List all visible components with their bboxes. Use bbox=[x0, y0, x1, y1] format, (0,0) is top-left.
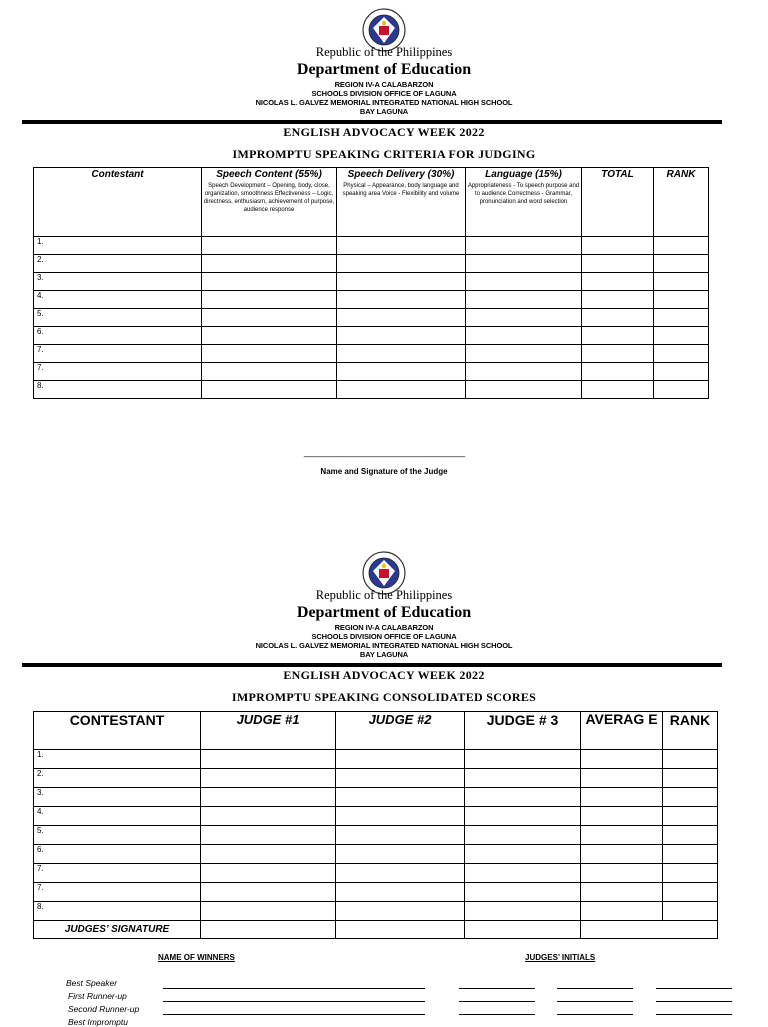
delivery-cell[interactable] bbox=[337, 237, 466, 255]
col-language-desc: Appropriateness - To speech purpose and to audience Correctness - Grammar, pronunciation and word selection bbox=[467, 183, 580, 205]
rank-cell[interactable] bbox=[663, 750, 718, 769]
col-judge-2: JUDGE #2 bbox=[336, 712, 465, 750]
judge2-cell[interactable] bbox=[336, 750, 465, 769]
delivery-cell[interactable] bbox=[337, 291, 466, 309]
col-total: TOTAL bbox=[582, 168, 654, 237]
average-cell[interactable] bbox=[581, 883, 663, 902]
row-number: 6. bbox=[34, 845, 201, 864]
content-cell[interactable] bbox=[202, 291, 337, 309]
row-number: 7. bbox=[34, 345, 202, 363]
col-language bbox=[466, 168, 582, 237]
table-row bbox=[34, 826, 718, 845]
best-speaker-label: Best Speaker bbox=[66, 978, 118, 988]
col-speech-delivery-desc: Physical – Appearance, body language and speaking area Voice - Flexibility and volume bbox=[342, 183, 460, 197]
delivery-cell[interactable] bbox=[337, 273, 466, 291]
table-row bbox=[34, 327, 709, 345]
judge3-signature-cell[interactable] bbox=[465, 921, 581, 939]
average-cell[interactable] bbox=[581, 750, 663, 769]
table-row bbox=[34, 273, 709, 291]
criteria-title: IMPROMPTU SPEAKING CRITERIA FOR JUDGING bbox=[232, 147, 536, 161]
republic-text: Republic of the Philippines bbox=[315, 45, 453, 59]
average-cell[interactable] bbox=[581, 807, 663, 826]
content-cell[interactable] bbox=[202, 381, 337, 399]
judge1-cell[interactable] bbox=[201, 769, 336, 788]
average-cell[interactable] bbox=[581, 845, 663, 864]
second-runner-up-label: Second Runner-up bbox=[68, 1004, 140, 1014]
town-text: BAY LAGUNA bbox=[359, 650, 409, 659]
judge1-cell[interactable] bbox=[201, 902, 336, 921]
judge2-cell[interactable] bbox=[336, 864, 465, 883]
judge3-cell[interactable] bbox=[465, 864, 581, 883]
judge2-signature-cell[interactable] bbox=[336, 921, 465, 939]
row-number: 2. bbox=[34, 769, 201, 788]
republic-text: Republic of the Philippines bbox=[315, 588, 453, 602]
rank-cell[interactable] bbox=[654, 255, 709, 273]
initials-line[interactable] bbox=[656, 988, 732, 989]
col-judge-3: JUDGE # 3 bbox=[465, 712, 581, 750]
table-row bbox=[34, 845, 718, 864]
name-of-winners-header: NAME OF WINNERS bbox=[158, 953, 235, 962]
judge3-cell[interactable] bbox=[465, 750, 581, 769]
consolidated-title: IMPROMPTU SPEAKING CONSOLIDATED SCORES bbox=[231, 690, 537, 704]
col-speech-content bbox=[202, 168, 337, 237]
best-impromptu-label: Best Impromptu bbox=[68, 1017, 128, 1027]
total-cell[interactable] bbox=[582, 309, 654, 327]
table-row bbox=[34, 345, 709, 363]
header-divider bbox=[22, 120, 722, 124]
language-cell[interactable] bbox=[466, 291, 582, 309]
rank-cell[interactable] bbox=[654, 327, 709, 345]
first-runner-up-label: First Runner-up bbox=[68, 991, 127, 1001]
rank-cell[interactable] bbox=[663, 807, 718, 826]
table-row bbox=[34, 883, 718, 902]
row-number: 8. bbox=[34, 902, 201, 921]
table-row bbox=[34, 864, 718, 883]
language-cell[interactable] bbox=[466, 309, 582, 327]
content-cell[interactable] bbox=[202, 363, 337, 381]
header-divider bbox=[22, 663, 722, 667]
judge3-cell[interactable] bbox=[465, 769, 581, 788]
event-title: ENGLISH ADVOCACY WEEK 2022 bbox=[283, 668, 485, 682]
language-cell[interactable] bbox=[466, 363, 582, 381]
rank-cell[interactable] bbox=[663, 788, 718, 807]
winner-name-line[interactable] bbox=[163, 1014, 425, 1015]
row-number: 4. bbox=[34, 807, 201, 826]
table-row bbox=[34, 291, 709, 309]
table-row bbox=[34, 381, 709, 399]
judge2-cell[interactable] bbox=[336, 883, 465, 902]
content-cell[interactable] bbox=[202, 345, 337, 363]
average-cell[interactable] bbox=[581, 826, 663, 845]
rank-cell[interactable] bbox=[654, 381, 709, 399]
judge2-cell[interactable] bbox=[336, 769, 465, 788]
school-text: NICOLAS L. GALVEZ MEMORIAL INTEGRATED NATIONAL HIGH SCHOOL bbox=[255, 641, 513, 650]
row-number: 5. bbox=[34, 826, 201, 845]
delivery-cell[interactable] bbox=[337, 345, 466, 363]
judge2-cell[interactable] bbox=[336, 826, 465, 845]
row-number: 1. bbox=[34, 750, 201, 769]
row-number: 4. bbox=[34, 291, 202, 309]
division-text: SCHOOLS DIVISION OFFICE OF LAGUNA bbox=[311, 89, 457, 98]
rank-cell[interactable] bbox=[654, 345, 709, 363]
total-cell[interactable] bbox=[582, 345, 654, 363]
content-cell[interactable] bbox=[202, 309, 337, 327]
col-speech-delivery bbox=[337, 168, 466, 237]
initials-line[interactable] bbox=[557, 1014, 633, 1015]
language-cell[interactable] bbox=[466, 327, 582, 345]
col-speech-delivery-label: Speech Delivery (30%) bbox=[347, 169, 455, 180]
judges-signature-label: JUDGES’ SIGNATURE bbox=[34, 921, 201, 939]
department-title: Department of Education bbox=[296, 61, 472, 78]
col-contestant: Contestant bbox=[34, 168, 202, 237]
initials-line[interactable] bbox=[459, 988, 535, 989]
rank-cell[interactable] bbox=[654, 363, 709, 381]
department-title: Department of Education bbox=[296, 604, 472, 621]
judge2-cell[interactable] bbox=[336, 845, 465, 864]
rank-cell[interactable] bbox=[663, 883, 718, 902]
judge-signature-label: Name and Signature of the Judge bbox=[320, 467, 448, 476]
row-number: 2. bbox=[34, 255, 202, 273]
judge1-cell[interactable] bbox=[201, 807, 336, 826]
total-cell[interactable] bbox=[582, 363, 654, 381]
rank-cell[interactable] bbox=[663, 826, 718, 845]
language-cell[interactable] bbox=[466, 345, 582, 363]
initials-line[interactable] bbox=[557, 1001, 633, 1002]
judge1-signature-cell[interactable] bbox=[201, 921, 336, 939]
table-row bbox=[34, 309, 709, 327]
table-row bbox=[34, 902, 718, 921]
row-number: 6. bbox=[34, 327, 202, 345]
average-cell[interactable] bbox=[581, 788, 663, 807]
col-average: AVERAG E bbox=[581, 712, 663, 750]
judge1-cell[interactable] bbox=[201, 826, 336, 845]
judges-signature-row bbox=[34, 921, 718, 939]
table-row bbox=[34, 769, 718, 788]
average-cell[interactable] bbox=[581, 864, 663, 883]
row-number: 7. bbox=[34, 363, 202, 381]
total-cell[interactable] bbox=[582, 237, 654, 255]
division-text: SCHOOLS DIVISION OFFICE OF LAGUNA bbox=[311, 632, 457, 641]
content-cell[interactable] bbox=[202, 255, 337, 273]
signature-blank-cell bbox=[581, 921, 718, 939]
judge1-cell[interactable] bbox=[201, 864, 336, 883]
rank-cell[interactable] bbox=[663, 902, 718, 921]
delivery-cell[interactable] bbox=[337, 327, 466, 345]
delivery-cell[interactable] bbox=[337, 309, 466, 327]
row-number: 8. bbox=[34, 381, 202, 399]
total-cell[interactable] bbox=[582, 273, 654, 291]
rank-cell[interactable] bbox=[654, 309, 709, 327]
rank-cell[interactable] bbox=[663, 845, 718, 864]
rank-cell[interactable] bbox=[654, 291, 709, 309]
delivery-cell[interactable] bbox=[337, 255, 466, 273]
judge3-cell[interactable] bbox=[465, 788, 581, 807]
winner-name-line[interactable] bbox=[163, 988, 425, 989]
table-row bbox=[34, 750, 718, 769]
event-title: ENGLISH ADVOCACY WEEK 2022 bbox=[283, 125, 485, 139]
school-text: NICOLAS L. GALVEZ MEMORIAL INTEGRATED NATIONAL HIGH SCHOOL bbox=[255, 98, 513, 107]
col-language-label: Language (15%) bbox=[485, 169, 562, 180]
judges-initials-header: JUDGES’ INITIALS bbox=[525, 953, 596, 962]
delivery-cell[interactable] bbox=[337, 363, 466, 381]
content-cell[interactable] bbox=[202, 237, 337, 255]
initials-line[interactable] bbox=[459, 1001, 535, 1002]
total-cell[interactable] bbox=[582, 381, 654, 399]
average-cell[interactable] bbox=[581, 902, 663, 921]
language-cell[interactable] bbox=[466, 381, 582, 399]
judge1-cell[interactable] bbox=[201, 788, 336, 807]
row-number: 3. bbox=[34, 788, 201, 807]
criteria-table bbox=[33, 167, 709, 399]
judge2-cell[interactable] bbox=[336, 902, 465, 921]
judge-signature-line[interactable]: ________________________________________ bbox=[303, 447, 465, 457]
judge2-cell[interactable] bbox=[336, 788, 465, 807]
region-text: REGION IV-A CALABARZON bbox=[334, 623, 434, 632]
language-cell[interactable] bbox=[466, 273, 582, 291]
average-cell[interactable] bbox=[581, 769, 663, 788]
total-cell[interactable] bbox=[582, 291, 654, 309]
row-number: 7. bbox=[34, 883, 201, 902]
col-rank: RANK bbox=[654, 168, 709, 237]
total-cell[interactable] bbox=[582, 327, 654, 345]
initials-line[interactable] bbox=[459, 1014, 535, 1015]
judge3-cell[interactable] bbox=[465, 902, 581, 921]
consolidated-table bbox=[33, 711, 718, 939]
region-text: REGION IV-A CALABARZON bbox=[334, 80, 434, 89]
row-number: 5. bbox=[34, 309, 202, 327]
delivery-cell[interactable] bbox=[337, 381, 466, 399]
judge1-cell[interactable] bbox=[201, 883, 336, 902]
judge3-cell[interactable] bbox=[465, 883, 581, 902]
town-text: BAY LAGUNA bbox=[359, 107, 409, 116]
rank-cell[interactable] bbox=[663, 864, 718, 883]
table-row bbox=[34, 255, 709, 273]
language-cell[interactable] bbox=[466, 237, 582, 255]
judge1-cell[interactable] bbox=[201, 750, 336, 769]
col-speech-content-label: Speech Content (55%) bbox=[216, 169, 322, 180]
content-cell[interactable] bbox=[202, 327, 337, 345]
col-rank: RANK bbox=[663, 712, 718, 750]
language-cell[interactable] bbox=[466, 255, 582, 273]
judge3-cell[interactable] bbox=[465, 807, 581, 826]
table-row bbox=[34, 807, 718, 826]
winner-name-line[interactable] bbox=[163, 1001, 425, 1002]
total-cell[interactable] bbox=[582, 255, 654, 273]
table-row bbox=[34, 237, 709, 255]
judge3-cell[interactable] bbox=[465, 826, 581, 845]
rank-cell[interactable] bbox=[654, 273, 709, 291]
judge2-cell[interactable] bbox=[336, 807, 465, 826]
initials-line[interactable] bbox=[656, 1014, 732, 1015]
row-number: 7. bbox=[34, 864, 201, 883]
rank-cell[interactable] bbox=[663, 769, 718, 788]
table-row bbox=[34, 363, 709, 381]
row-number: 3. bbox=[34, 273, 202, 291]
col-contestant: CONTESTANT bbox=[34, 712, 201, 750]
row-number: 1. bbox=[34, 237, 202, 255]
judge1-cell[interactable] bbox=[201, 845, 336, 864]
rank-cell[interactable] bbox=[654, 237, 709, 255]
col-judge-1: JUDGE #1 bbox=[201, 712, 336, 750]
col-speech-content-desc: Speech Development – Opening, body, close, organization, smoothness Effectiveness – Logic, directness, enthusiasm, achievement of purpose, audience response bbox=[203, 183, 335, 213]
judge3-cell[interactable] bbox=[465, 845, 581, 864]
initials-line[interactable] bbox=[656, 1001, 732, 1002]
content-cell[interactable] bbox=[202, 273, 337, 291]
table-row bbox=[34, 788, 718, 807]
initials-line[interactable] bbox=[557, 988, 633, 989]
